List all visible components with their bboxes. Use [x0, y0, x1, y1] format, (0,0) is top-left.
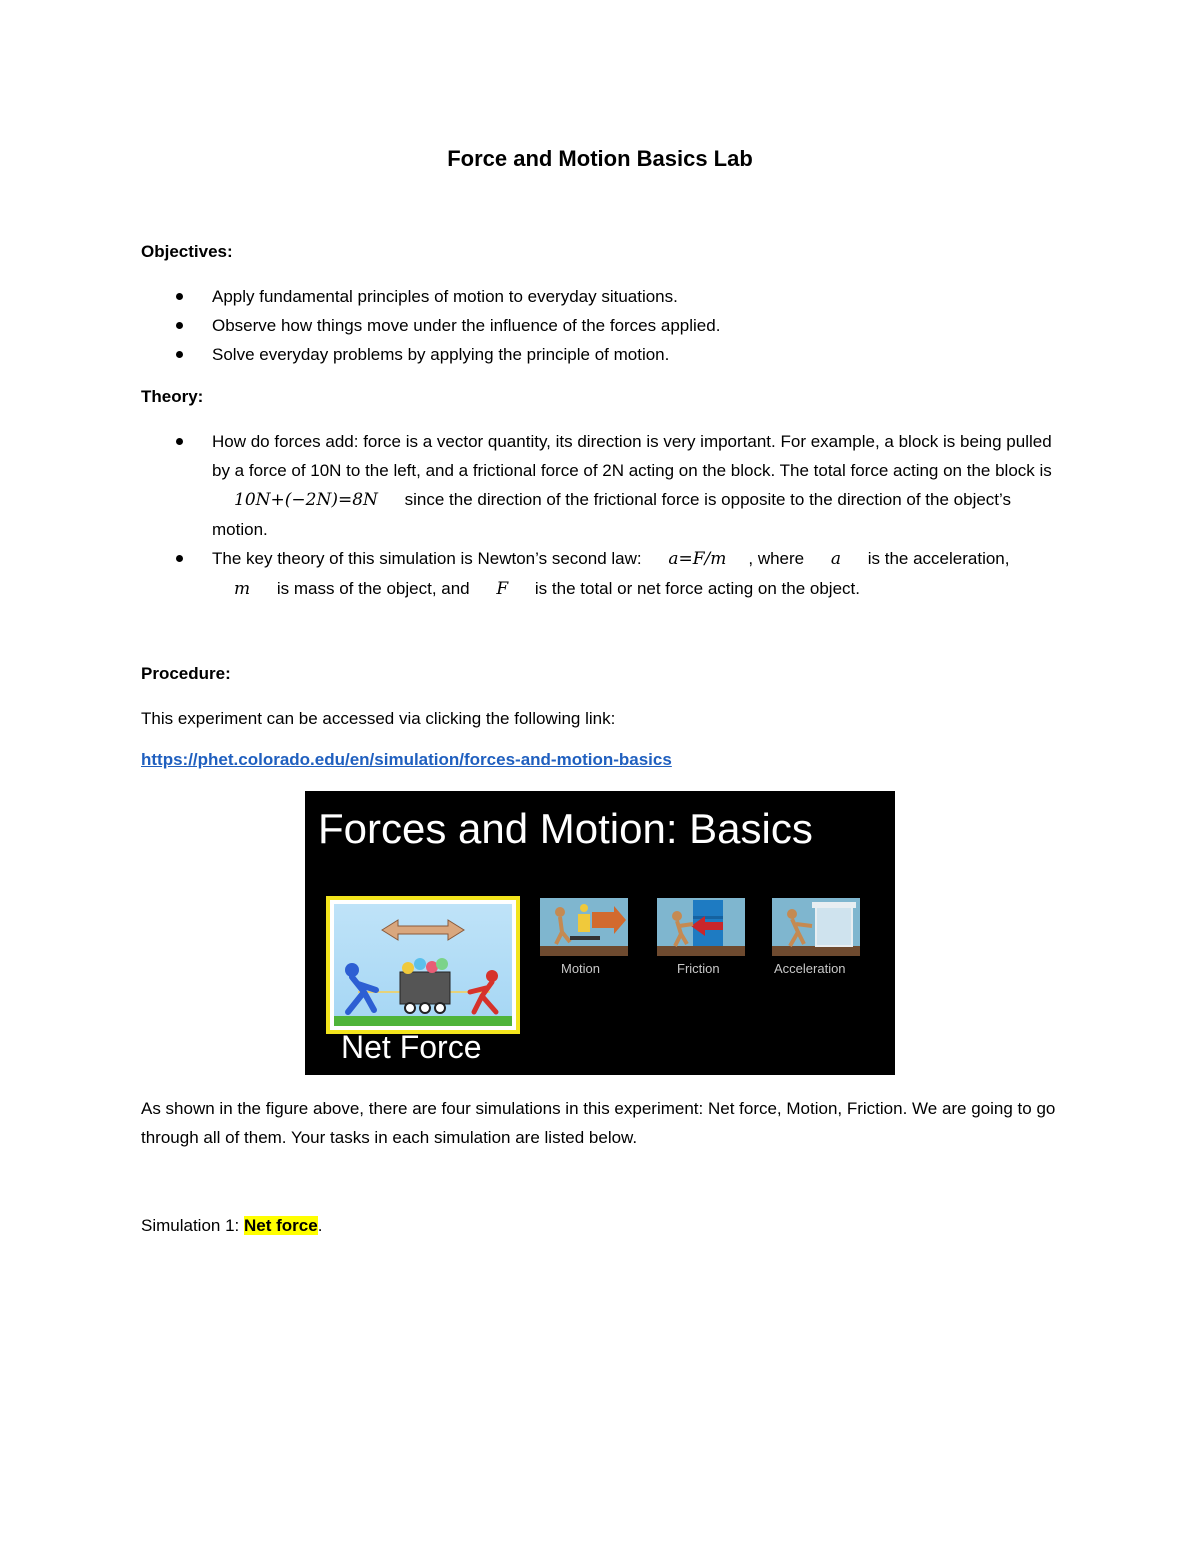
bullet-icon [176, 555, 183, 562]
acceleration-illustration [772, 898, 860, 956]
acceleration-thumbnail [772, 898, 860, 956]
motion-label: Motion [561, 961, 601, 976]
net-force-label: Net Force [341, 1029, 482, 1065]
simulation-link[interactable]: https://phet.colorado.edu/en/simulation/forces-and-motion-basics [141, 750, 672, 769]
theory-text: , where [748, 549, 805, 568]
math-expression: a=F/m [668, 549, 727, 569]
list-item: Solve everyday problems by applying the principle of motion. [141, 340, 1071, 369]
bullet-icon [176, 438, 183, 445]
procedure-heading: Procedure: [141, 664, 231, 683]
motion-illustration [540, 898, 628, 956]
document-title: Force and Motion Basics Lab [447, 146, 753, 171]
theory-text: is mass of the object, and [276, 579, 470, 598]
simulation-title: Forces and Motion: Basics [318, 805, 813, 852]
acceleration-label: Acceleration [774, 961, 846, 976]
bullet-icon [176, 293, 183, 300]
theory-text: How do forces add: force is a vector quantity, its direction is very important. For example, a block is being pulled by a force of 10N to the left, and a frictional force of 2N acting on the block. The total force acting on the block is [212, 432, 1052, 480]
list-item: Observe how things move under the influence of the forces applied. [141, 311, 1071, 340]
math-expression: 10N+(−2N)=8N [234, 490, 378, 510]
objectives-list [141, 282, 1071, 369]
figure-description: As shown in the figure above, there are four simulations in this experiment: Net force, Motion, Friction. We are going to go through all of them. Your tasks in each simulation are listed below. [141, 1099, 1056, 1147]
list-item [141, 544, 1071, 604]
theory-heading: Theory: [141, 387, 204, 406]
net-force-thumbnail [326, 896, 520, 1034]
tug-of-war-illustration [330, 900, 516, 1030]
math-symbol: m [234, 579, 251, 599]
list-item: Apply fundamental principles of motion to everyday situations. [141, 282, 1071, 311]
simulation-screenshot [305, 791, 895, 1075]
theory-text: is the total or net force acting on the object. [534, 579, 860, 598]
math-symbol: a [830, 549, 841, 569]
friction-thumbnail [657, 898, 745, 956]
simulation-1-heading: Simulation 1: Net force. [141, 1216, 323, 1235]
friction-label: Friction [677, 961, 720, 976]
theory-text: The key theory of this simulation is Newton’s second law: [212, 549, 642, 568]
simulation-1-name: Net force [244, 1216, 318, 1235]
theory-list [141, 427, 1071, 604]
bullet-icon [176, 351, 183, 358]
procedure-intro: This experiment can be accessed via clicking the following link: [141, 709, 616, 728]
theory-text: since the direction of the frictional force is opposite to the direction of the object’s motion. [212, 490, 1011, 539]
motion-thumbnail [540, 898, 628, 956]
theory-text: is the acceleration, [867, 549, 1010, 568]
list-item [141, 427, 1071, 544]
math-symbol: F [496, 579, 509, 599]
bullet-icon [176, 322, 183, 329]
friction-illustration [657, 898, 745, 956]
objectives-heading: Objectives: [141, 242, 233, 261]
